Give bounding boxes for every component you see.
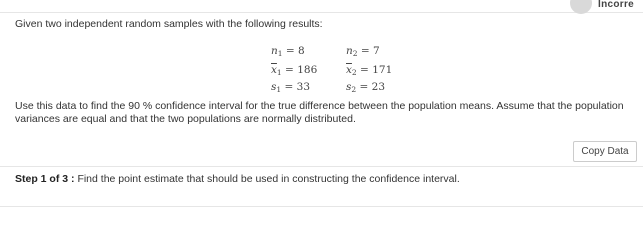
step-text: Find the point estimate that should be used in constructing the confidence interval. <box>77 173 460 185</box>
stat-s1-value: 33 <box>296 81 311 93</box>
stat-n2-equals: = <box>360 45 370 57</box>
copy-data-button[interactable]: Copy Data <box>573 141 637 162</box>
stat-n1 <box>271 44 305 59</box>
stat-s2 <box>346 80 385 95</box>
stat-n2-value: 7 <box>373 45 380 57</box>
stat-x1-symbol: $\overline{x}$ <box>271 64 277 76</box>
problem-statement: Use this data to find the 90 % confidence interval for the true difference between the population means. Assume that the population variances are equal and that the two populations are normally distributed. <box>15 100 624 125</box>
status-bar <box>0 0 643 13</box>
stat-x1 <box>271 63 317 78</box>
stat-x2-value: 171 <box>372 64 393 76</box>
stat-s2-equals: = <box>359 81 369 93</box>
stat-s1 <box>271 80 310 95</box>
stat-x2-symbol: $\overline{x}$ <box>346 64 352 76</box>
stat-n1-symbol: n <box>271 45 278 57</box>
stat-s2-symbol: s <box>346 81 352 93</box>
stat-s1-sub: 1 <box>276 85 282 94</box>
stat-n2-symbol: n <box>346 45 353 57</box>
sample-statistics <box>0 40 643 96</box>
status-icon <box>570 0 592 14</box>
question-intro: Given two independent random samples with the following results: <box>15 18 323 30</box>
stat-n1-equals: = <box>285 45 295 57</box>
stat-n1-sub: 1 <box>277 49 283 58</box>
stat-n2 <box>346 44 380 59</box>
status-label: Incorre <box>598 0 635 10</box>
stat-s1-equals: = <box>284 81 294 93</box>
stat-n2-sub: 2 <box>352 49 358 58</box>
step-prompt <box>15 173 460 185</box>
step-label: Step 1 of 3 : <box>15 173 75 185</box>
stat-x2 <box>346 63 392 78</box>
stat-x2-equals: = <box>360 64 369 76</box>
stat-x1-value: 186 <box>297 64 318 76</box>
stat-x1-equals: = <box>285 64 294 76</box>
stat-s2-sub: 2 <box>351 85 357 94</box>
divider <box>0 166 643 167</box>
divider <box>0 206 643 207</box>
stat-n1-value: 8 <box>298 45 305 57</box>
stat-x2-sub: 2 <box>351 68 357 77</box>
stat-s1-symbol: s <box>271 81 277 93</box>
stat-x1-sub: 1 <box>276 68 282 77</box>
stat-s2-value: 23 <box>371 81 386 93</box>
